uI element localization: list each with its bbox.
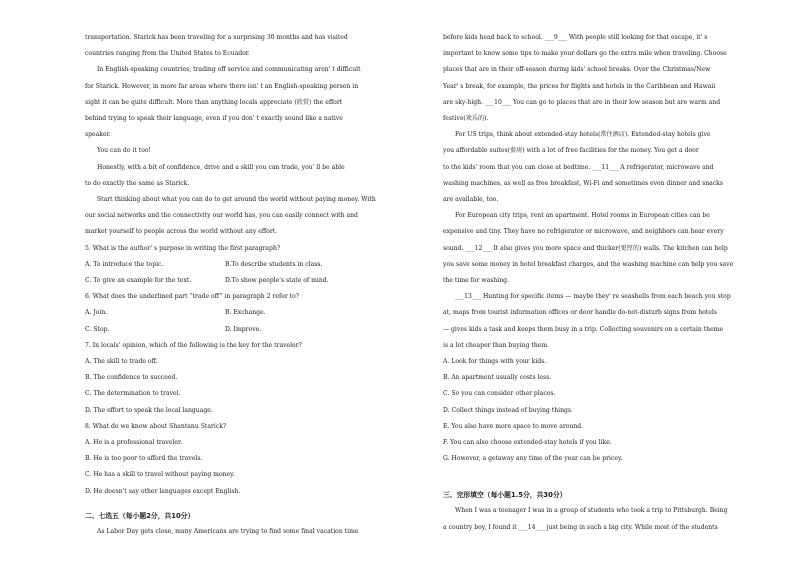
text-line: festive(欢乐的). bbox=[443, 115, 489, 123]
option-b: B. Exchange. bbox=[225, 309, 266, 317]
text-line: In English-speaking countries, trading off service and communicating aren' t difficult bbox=[97, 66, 361, 74]
text-line: As Labor Day gets close, many Americans are trying to find some final vacation time bbox=[97, 527, 359, 535]
text-line: for Starick. However, in more far areas where there isn' t an English-speaking person in bbox=[85, 82, 359, 90]
option-g: G. However, a getaway any time of the year can be pricey. bbox=[443, 455, 623, 463]
text-line: important to know some tips to make your dollars go the extra mile when traveling. Choose bbox=[443, 50, 727, 58]
question-5-options-row bbox=[85, 257, 390, 273]
option-c: C. He has a skill to travel without paying money. bbox=[85, 471, 235, 479]
option-b: B. The confidence to succeed. bbox=[85, 374, 178, 382]
text-line: are sky-high. ___10___ You can go to places that are in their low season but are warm and bbox=[443, 98, 721, 106]
text-line: to the kids' room that you can close at bedtime. ___11___ A refrigerator, microwave and bbox=[443, 163, 714, 171]
option-a: A. Join. bbox=[85, 309, 108, 317]
option-d: D. The effort to speak the local language. bbox=[85, 406, 213, 414]
text-line: Start thinking about what you can do to get around the world without paying money. With bbox=[97, 196, 376, 204]
text-line: countries ranging from the United States to Ecuador. bbox=[85, 50, 250, 58]
text-line: before kids head back to school. ___9___ With people still looking for that escape, it' s bbox=[443, 34, 708, 41]
option-b: B. An apartment usually costs less. bbox=[443, 374, 552, 382]
text-line: Honestly, with a bit of confidence, drive and a skill you can trade, you' ll be able bbox=[97, 163, 345, 171]
option-a: A. He is a professional traveler. bbox=[85, 439, 183, 447]
option-d: D. He doesn't say other languages except English. bbox=[85, 487, 241, 495]
option-d: D. Collect things instead of buying things. bbox=[443, 406, 573, 414]
option-c: C. So you can consider other places. bbox=[443, 390, 556, 398]
question-6-options-row bbox=[85, 305, 390, 321]
text-line: washing machines, as well as free breakfast, Wi-Fi and sometimes even dinner and snacks bbox=[443, 179, 723, 187]
text-line: You can do it too! bbox=[97, 147, 152, 155]
text-line: you save some money in hotel breakfast charges, and the washing machine can help you save bbox=[443, 260, 734, 268]
text-line: speaker. bbox=[85, 131, 111, 139]
section-heading: 二、七选五（每小题2分，共10分） bbox=[85, 511, 195, 520]
question-7-stem: 7. In locals' opinion, which of the following is the key for the traveler? bbox=[85, 341, 302, 349]
text-line: expensive and tiny. They have no refrigerator or microwave, and neighbors can hear every bbox=[443, 228, 724, 236]
text-line: behind trying to speak their language, even if you don' t exactly sound like a native bbox=[85, 115, 343, 123]
text-line: sound. ___12___ It also gives you more space and thicker(更厚的) walls. The kitchen can help bbox=[443, 244, 728, 252]
text-line: sight it can be quite difficult. More than anything locals appreciate (欣赏) the effort bbox=[85, 98, 343, 106]
text-line: When I was a teenager I was in a group of students who took a trip to Pittsburgh. Being bbox=[455, 507, 728, 515]
option-c: C. Stop. bbox=[85, 325, 110, 333]
question-6-stem: 6. What does the underlined part “trade off” in paragraph 2 refer to? bbox=[85, 293, 300, 301]
option-b: B.To describe students in class. bbox=[225, 260, 323, 268]
question-5-options-row bbox=[85, 273, 390, 289]
text-line: is a lot cheaper than buying them. bbox=[443, 341, 550, 349]
text-line: ___13___ Hunting for specific items — maybe they' re seashells from each beach you stop bbox=[455, 293, 731, 301]
text-line: at, maps from tourist information offices or door handle do-not-disturb signs from hotels bbox=[443, 309, 717, 317]
option-d: D.To show people's state of mind. bbox=[225, 277, 329, 285]
text-line: our social networks and the connectivity our world has, you can easily connect with and bbox=[85, 212, 358, 220]
option-c: C. To give an example for the text. bbox=[85, 277, 192, 285]
text-line: a country boy, I found it ___14___ just being in such a big city. While most of the students bbox=[443, 523, 718, 531]
text-line: — gives kids a task and keeps them busy in a trip. Collecting souvenirs on a certain theme bbox=[443, 325, 724, 333]
right-column bbox=[443, 30, 747, 536]
text-line: market yourself to people across the world without any effort. bbox=[85, 228, 278, 236]
text-line: transportation. Starick has been traveling for a surprising 30 months and has visited bbox=[85, 34, 348, 41]
text-line: you affordable suites(套房) with a lot of free facilities for the money. You get a door bbox=[443, 147, 699, 155]
section-heading: 三、完形填空（每小题1.5分，共30分） bbox=[443, 491, 567, 500]
option-d: D. Improve. bbox=[225, 325, 262, 333]
text-line: to do exactly the same as Starick. bbox=[85, 179, 190, 187]
option-a: A. The skill to trade off. bbox=[85, 358, 158, 366]
option-a: A. To introduce the topic. bbox=[85, 260, 164, 268]
question-6-options-row bbox=[85, 322, 390, 338]
text-line: Year' s break, for example, the prices for flights and hotels in the Caribbean and Hawaii bbox=[443, 82, 716, 90]
text-line: For European city trips, rent an apartment. Hotel rooms in European cities can be bbox=[455, 212, 710, 220]
option-f: F. You can also choose extended-stay hotels if you like. bbox=[443, 439, 612, 447]
option-b: B. He is too poor to afford the travels. bbox=[85, 455, 203, 463]
left-column bbox=[85, 30, 390, 540]
option-c: C. The determination to travel. bbox=[85, 390, 181, 398]
text-line: the time for washing. bbox=[443, 277, 510, 285]
option-a: A. Look for things with your kids. bbox=[443, 358, 547, 366]
question-8-stem: 8. What do we know about Shantanu Starick? bbox=[85, 422, 227, 430]
question-5-stem: 5. What is the author' s purpose in writing the first paragraph? bbox=[85, 244, 281, 252]
text-line: are available, too. bbox=[443, 196, 499, 204]
option-b-2: E. You also have more space to move around. bbox=[443, 422, 584, 430]
text-line: places that are in their off-season during kids' school breaks. Over the Christmas/New bbox=[443, 66, 711, 74]
text-line: For US trips, think about extended-stay hotels(常住酒店). Extended-stay hotels give bbox=[455, 131, 711, 139]
